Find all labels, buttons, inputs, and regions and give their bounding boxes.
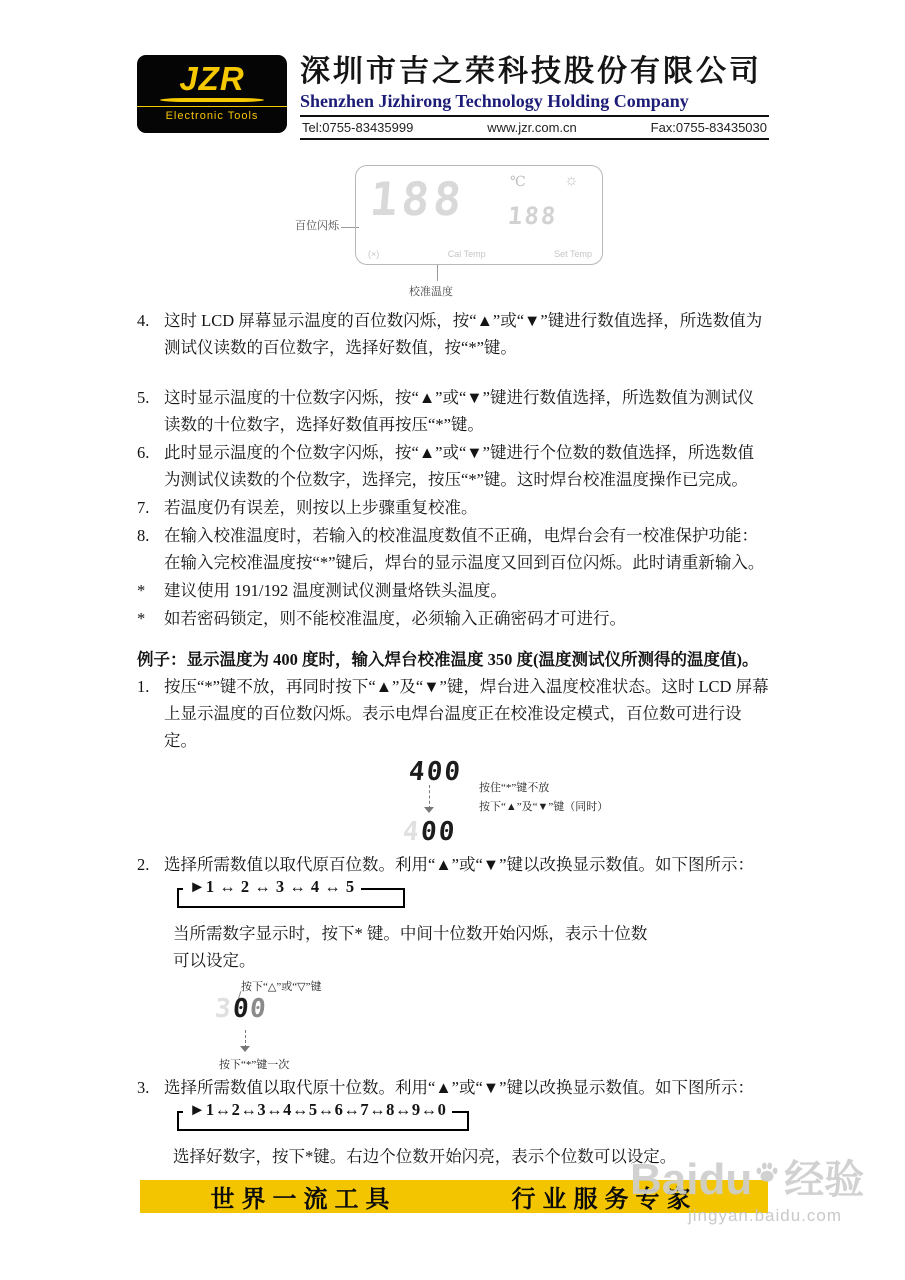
company-block <box>300 55 769 143</box>
manual-page <box>137 55 769 1170</box>
baidu-jingyan-watermark <box>630 1155 890 1226</box>
watermark-brand: Baidu <box>630 1155 753 1204</box>
steady-digits: 00 <box>419 816 458 847</box>
step-number: 6. <box>137 443 150 463</box>
contact-fax: Fax:0755-83435030 <box>650 120 767 136</box>
down-arrow-line <box>429 785 430 809</box>
baidu-paw-icon <box>754 1160 780 1186</box>
step-number: 2. <box>137 854 150 874</box>
lcd-panel <box>355 165 603 265</box>
slogan-left: 世界一流工具 <box>210 1187 397 1213</box>
logo-swoosh-decoration <box>160 98 264 102</box>
flashing-display <box>215 994 268 1024</box>
instruction-step-4 <box>137 307 769 361</box>
contact-bar <box>300 115 769 140</box>
step-text: 这时 LCD 屏幕显示温度的百位数闪烁，按“▲”或“▼”键进行数值选择，所选数值为测试仪读数的百位数字，选择好数值，按“*”键。 <box>164 311 763 358</box>
cycle-sequence-text: ►1↔2↔3↔4↔5↔6↔7↔8↔9↔0 <box>183 1100 452 1120</box>
note-password-lock <box>137 605 769 632</box>
contact-tel: Tel:0755-83435999 <box>302 120 414 136</box>
step-number: 3. <box>137 1077 150 1097</box>
flashing-tens-digit: 0 <box>231 993 252 1024</box>
instruction-step-5 <box>137 384 769 438</box>
contact-website: www.jzr.com.cn <box>487 120 577 136</box>
sun-icon: ☼ <box>564 172 579 189</box>
step-text: 这时显示温度的十位数字闪烁，按“▲”或“▼”键进行数值选择，所选数值为测试仪读数的十位数字，选择好数值再按压“*”键。 <box>164 388 754 435</box>
cycle-sequence-text: ►1 ↔ 2 ↔ 3 ↔ 4 ↔ 5 <box>183 877 361 897</box>
hundreds-flash-label: 百位闪烁 <box>295 220 339 232</box>
example-heading: 例子：显示温度为 400 度时，输入焊台校准温度 350 度(温度测试仪所测得的温度值)。 <box>137 649 759 669</box>
watermark-brand-row <box>630 1155 890 1204</box>
watermark-brand-suffix: 经验 <box>784 1158 865 1202</box>
step-number: 5. <box>137 388 150 408</box>
note-text: 建议使用 191/192 温度测试仪测量烙铁头温度。 <box>164 581 507 601</box>
calibration-entry-diagram <box>399 757 769 847</box>
instruction-step-7 <box>137 494 769 521</box>
note-tester <box>137 577 769 604</box>
press-up-down-label: 按下“△”或“▽”键 <box>241 980 322 993</box>
press-arrows-label: 按下“▲”及“▼”键（同时） <box>479 801 609 814</box>
tens-flashing-diagram <box>215 978 769 1072</box>
hundreds-value-cycle-diagram <box>177 876 405 908</box>
step-2-note: 当所需数字显示时，按下* 键。中间十位数开始闪烁，表示十位数可以设定。 <box>173 923 648 970</box>
page-header <box>137 55 769 143</box>
heater-icon: (×) <box>368 249 380 259</box>
step-text: 选择所需数值以取代原十位数。利用“▲”或“▼”键以改换显示数值。如下图所示： <box>164 1077 754 1097</box>
lcd-set-digits: 188 <box>506 202 559 230</box>
lcd-display-diagram <box>137 165 769 307</box>
instruction-step-8 <box>137 522 769 576</box>
step-number: 4. <box>137 311 150 330</box>
flashing-display <box>403 817 456 847</box>
slogan-right: 行业服务专家 <box>511 1187 698 1213</box>
note-bullet: * <box>137 581 146 601</box>
press-star-once-label: 按下“*”键一次 <box>219 1058 290 1071</box>
cal-temp-label: Cal Temp <box>447 249 486 259</box>
company-name-chinese: 深圳市吉之荣科技股份有限公司 <box>300 55 762 88</box>
note-text: 如若密码锁定，则不能校准温度，必须输入正确密码才可进行。 <box>164 609 626 629</box>
flashing-hundreds-digit: 4 <box>401 816 422 847</box>
step-3-note: 选择好数字，按下*键。右边个位数开始闪亮，表示个位数可以设定。 <box>173 1146 677 1166</box>
example-step-1 <box>137 673 769 754</box>
tens-value-cycle-diagram <box>177 1099 469 1131</box>
step-text: 此时显示温度的个位数字闪烁，按“▲”或“▼”键进行个位数的数值选择，所选数值为测试仪读数的个位数字，选择完，按压“*”键。这时焊台校准温度操作已完成。 <box>164 443 754 490</box>
instruction-step-6 <box>137 439 769 493</box>
caption-leader-line <box>437 265 438 281</box>
logo-subtitle: Electronic Tools <box>137 106 287 122</box>
spacer <box>137 362 769 384</box>
celsius-icon: ℃ <box>510 175 526 190</box>
step-text: 若温度仍有误差，则按以上步骤重复校准。 <box>164 498 478 518</box>
jzr-logo-text: JZR <box>179 60 245 97</box>
cal-temp-chinese-label: 校准温度 <box>409 286 453 298</box>
jzr-logo <box>137 55 287 133</box>
company-name-english: Shenzhen Jizhirong Technology Holding Company <box>300 90 689 111</box>
step-text: 在输入校准温度时，若输入的校准温度数值不正确，电焊台会有一校准保护功能：在输入完校准温度按“*”键后，焊台的显示温度又回到百位闪烁。此时请重新输入。 <box>164 526 765 573</box>
step-text: 按压“*”键不放，再同时按下“▲”及“▼”键，焊台进入温度校准状态。这时 LCD 屏幕上显示温度的百位数闪烁。表示电焊台温度正在校准设定模式，百位数可进行设定。 <box>164 676 769 750</box>
units-digit: 0 <box>249 993 270 1024</box>
set-hundreds-digit: 3 <box>213 993 234 1024</box>
lcd-caption-row <box>368 249 592 259</box>
display-value-400: 400 <box>407 756 464 787</box>
note-bullet: * <box>137 609 146 629</box>
watermark-url: jingyan.baidu.com <box>688 1206 843 1225</box>
example-step-3 <box>137 1074 769 1101</box>
example-step-2 <box>137 851 769 878</box>
step-number: 7. <box>137 498 150 518</box>
step-number: 8. <box>137 526 150 546</box>
step-number: 1. <box>137 676 150 696</box>
step-text: 选择所需数值以取代原百位数。利用“▲”或“▼”键以改换显示数值。如下图所示： <box>164 854 754 874</box>
hold-star-key-label: 按住“*”键不放 <box>479 781 550 794</box>
lcd-main-digits: 188 <box>367 172 468 226</box>
set-temp-label: Set Temp <box>554 249 592 259</box>
diagram-key-labels <box>479 779 608 819</box>
